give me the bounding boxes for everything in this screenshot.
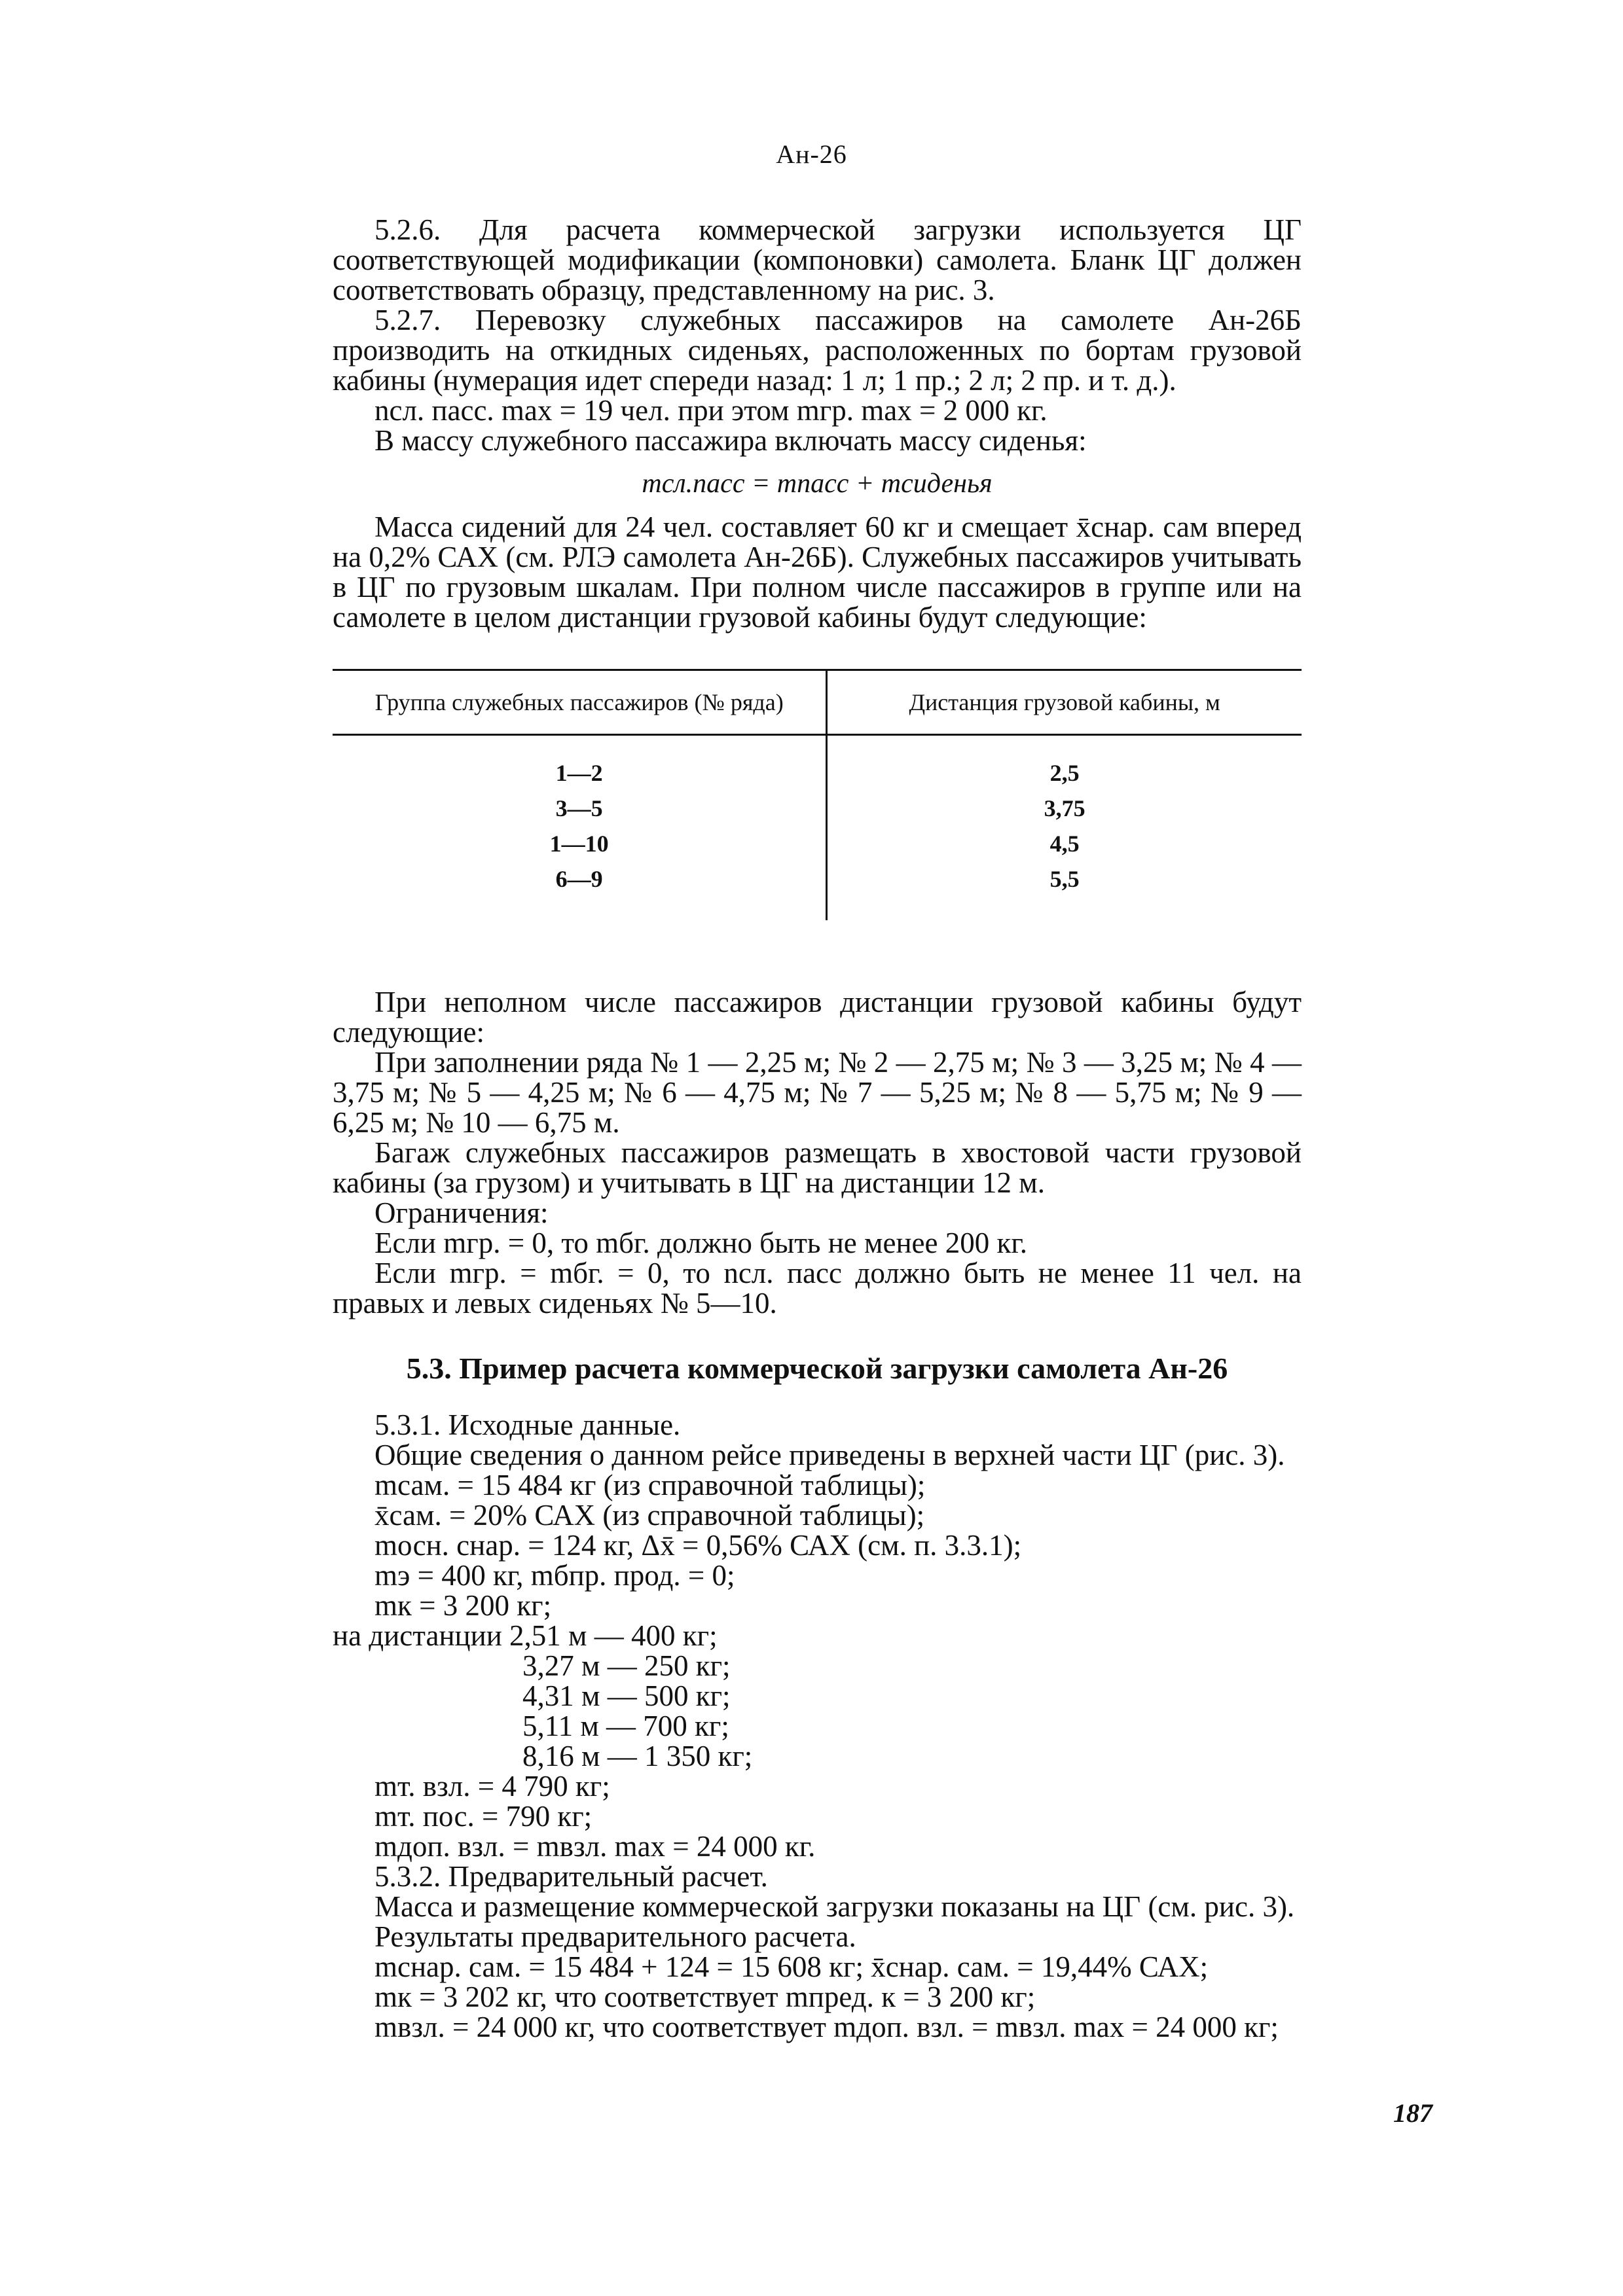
line-max-takeoff: mдоп. взл. = mвзл. max = 24 000 кг. [374,1830,816,1863]
paragraph-limit-1: Если mгр. = 0, то mбг. должно быть не менее 200 кг. [374,1227,1027,1259]
line-mass-aircraft: mсам. = 15 484 кг (из справочной таблицы); [374,1469,926,1501]
paragraph-526: 5.2.6. Для расчета коммерческой загрузки используется ЦГ соответствующей модификации (компоновки) самолета. Бланк ЦГ должен соответствовать образцу, представленному на рис. 3. [333,213,1302,306]
paragraph-row-distances: При заполнении ряда № 1 — 2,25 м; № 2 — 2,75 м; № 3 — 3,25 м; № 4 — 3,75 м; № 5 — 4,25 м; № 6 — 4,75 м; № 7 — 5,25 м; № 8 — 5,75 м; № 9 — 6,25 м; № 10 — 6,75 м. [333,1046,1302,1139]
line-cg-aircraft: x̄сам. = 20% САХ (из справочной таблицы); [374,1499,925,1532]
line-fuel-landing: mт. пос. = 790 кг; [374,1800,593,1833]
section-after-table [333,987,1302,1318]
table-header-distance: Дистанция грузовой кабины, м [909,689,1220,715]
line-equipment: mосн. снар. = 124 кг, Δx̄ = 0,56% САХ (см. п. 3.3.1); [374,1529,1022,1562]
paragraph-limits-title: Ограничения: [374,1196,549,1229]
table-row [333,791,1302,826]
result-line: mвзл. = 24 000 кг, что соответствует mдоп. взл. = mвзл. max = 24 000 кг; [374,2011,1279,2043]
table-cell-distance: 3,75 [1044,795,1085,821]
table-cell-group: 1—2 [333,735,827,791]
table-row [333,861,1302,920]
paragraph-seat-mass: В массу служебного пассажира включать массу сиденья: [374,424,1087,457]
running-header: Ан-26 [776,139,847,169]
paragraph-seats: Масса сидений для 24 чел. составляет 60 кг и смещает x̄снар. сам вперед на 0,2% САХ (см. РЛЭ самолета Ан-26Б). Служебных пассажиров учитывать в ЦГ по грузовым шкалам. При полном числе пассажиров в группе или на самолете в целом дистанции грузовой кабины будут следующие: [333,511,1302,634]
results-title: Результаты предварительного расчета. [374,1920,856,1953]
table-cell-distance: 4,5 [1049,831,1080,857]
result-line: mснар. сам. = 15 484 + 124 = 15 608 кг; x̄снар. сам. = 19,44% САХ; [374,1950,1209,1983]
distance-item: 2,51 м — 400 кг; [509,1619,718,1652]
distance-item: 8,16 м — 1 350 кг; [522,1740,753,1772]
page-number: 187 [1393,2098,1432,2128]
distance-lead-label: на дистанции [333,1619,502,1652]
paragraph-527: 5.2.7. Перевозку служебных пассажиров на самолете Ан-26Б производить на откидных сиденьях, расположенных по бортам грузовой кабины (нумерация идет спереди назад: 1 л; 1 пр.; 2 л; 2 пр. и т. д.). [333,304,1302,397]
distance-item: 3,27 м — 250 кг; [522,1649,731,1682]
line-crew: mэ = 400 кг, mбпр. прод. = 0; [374,1559,735,1592]
table-cell-distance: 5,5 [1049,866,1080,892]
table-header-group: Группа служебных пассажиров (№ ряда) [333,670,827,735]
table-row [333,735,1302,791]
section-53 [333,1354,1302,2042]
subsection-531-title: 5.3.1. Исходные данные. [374,1408,681,1441]
line-fuel-takeoff: mт. взл. = 4 790 кг; [374,1770,610,1803]
subsection-532-title: 5.3.2. Предварительный расчет. [374,1860,768,1893]
table-cell-group: 3—5 [333,791,827,826]
line-cargo-mass: mк = 3 200 кг; [374,1589,552,1622]
result-line: mк = 3 202 кг, что соответствует mпред. к = 3 200 кг; [374,1981,1036,2013]
paragraph-baggage: Багаж служебных пассажиров размещать в хвостовой части грузовой кабины (за грузом) и учитывать в ЦГ на дистанции 12 м. [333,1136,1302,1199]
paragraph-max-passengers: nсл. пасс. max = 19 чел. при этом mгр. max = 2 000 кг. [374,394,1048,427]
table-cell-distance: 2,5 [1049,760,1080,786]
paragraph-placement: Масса и размещение коммерческой загрузки показаны на ЦГ (см. рис. 3). [374,1890,1295,1923]
section-53-title: 5.3. Пример расчета коммерческой загрузки самолета Ан-26 [406,1352,1228,1385]
formula-passenger-mass: mсл.пасс = mпасс + mсиденья [642,469,993,499]
table-row [333,826,1302,861]
distance-item: 4,31 м — 500 кг; [522,1679,731,1712]
distance-item: 5,11 м — 700 кг; [522,1710,729,1742]
table-cell-group: 6—9 [333,861,827,920]
paragraph-limit-2: Если mгр. = mбг. = 0, то nсл. пасс должно быть не менее 11 чел. на правых и левых сиденьях № 5—10. [333,1257,1302,1319]
distance-table-wrapper [333,669,1302,920]
section-526-527 [333,215,1302,632]
paragraph-incomplete: При неполном числе пассажиров дистанции грузовой кабины будут следующие: [333,986,1302,1049]
line-distance-lead [333,1621,1302,1651]
paragraph-general-info: Общие сведения о данном рейсе приведены в верхней части ЦГ (рис. 3). [374,1439,1285,1471]
table-header-row [333,670,1302,735]
table-cell-group: 1—10 [333,826,827,861]
distance-table [333,669,1302,920]
